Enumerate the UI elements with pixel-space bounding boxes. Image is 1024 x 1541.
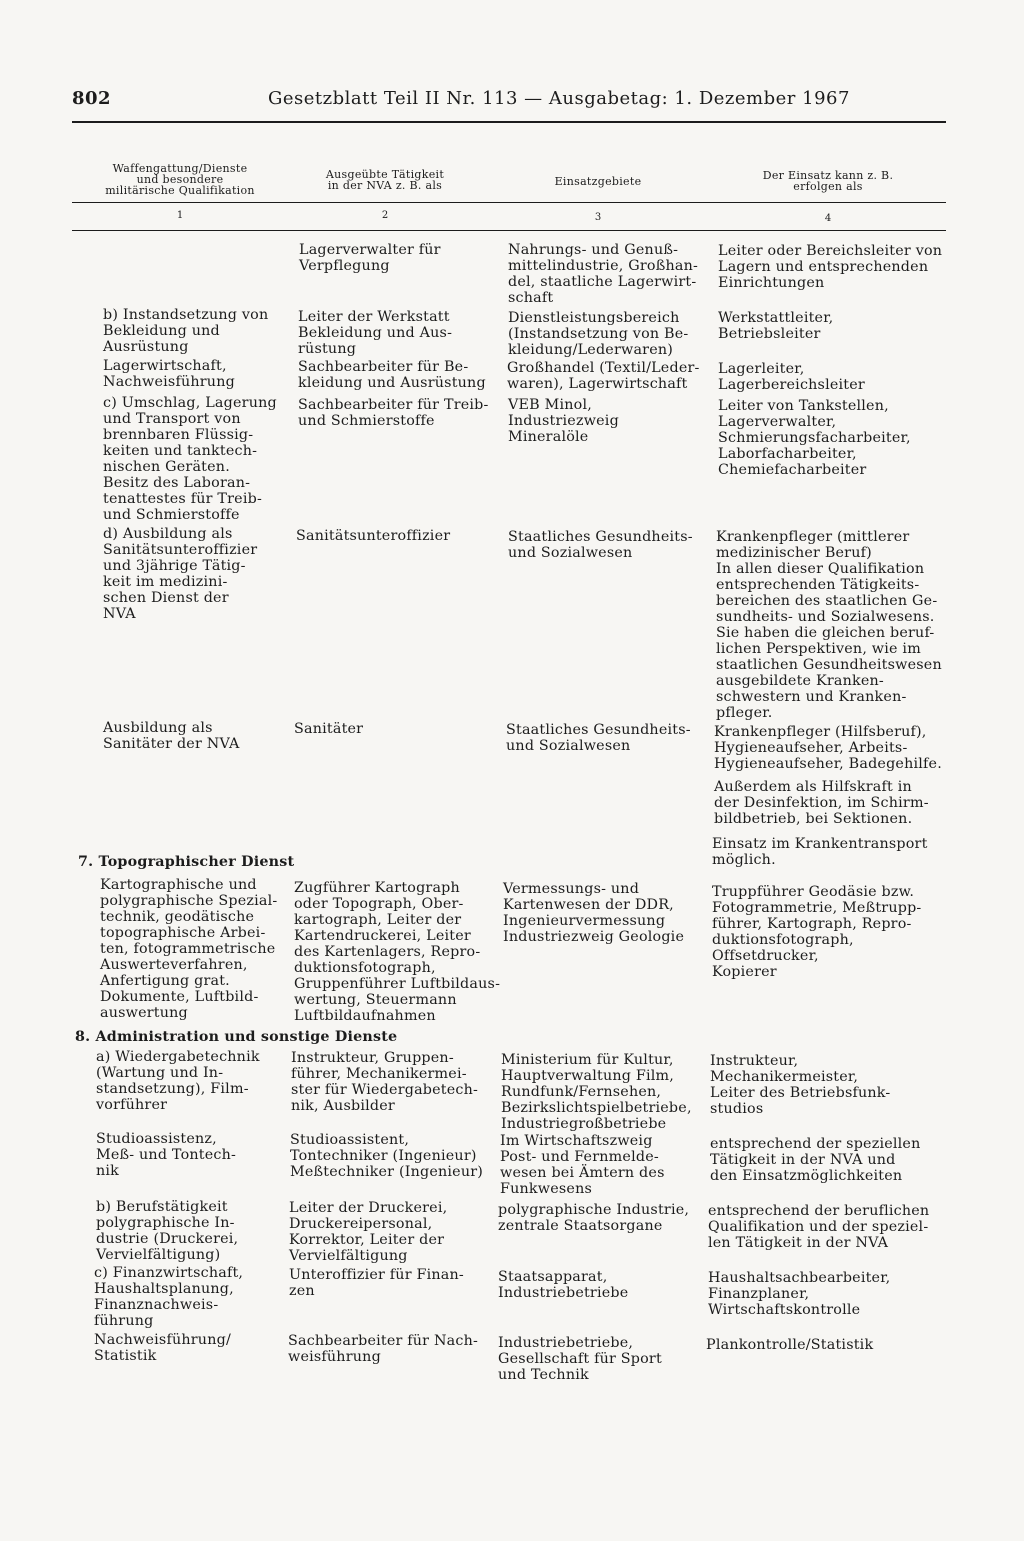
table-cell: c) Umschlag, Lagerung und Transport von brennbaren Flüssig- keiten und tanktech- nischen Geräten. Besitz des Laboran- tenattestes für Treib- und Schmierstoffe: [103, 395, 277, 523]
table-cell: Staatsapparat, Industriebetriebe: [498, 1269, 629, 1301]
header-rule: [72, 121, 946, 123]
col-number-2: 2: [381, 210, 389, 221]
table-cell: Zugführer Kartograph oder Topograph, Ober- kartograph, Leiter der Kartendruckerei, Leiter des Kartenlagers, Repro- duktionsfotograph, Gruppenführer Luftbildaus- wertung, Steuermann Luftbildaufnahmen: [294, 880, 501, 1024]
table-cell: Truppführer Geodäsie bzw. Fotogrammetrie, Meßtrupp- führer, Kartograph, Repro- duktionsfotograph, Offsetdrucker, Kopierer: [712, 884, 922, 980]
table-cell: Instrukteur, Gruppen- führer, Mechanikermei- ster für Wiedergabetech- nik, Ausbilder: [291, 1050, 479, 1114]
col-number-4: 4: [824, 213, 832, 224]
col-header-4: Der Einsatz kann z. B. erfolgen als: [762, 169, 894, 193]
table-cell: Kartographische und polygraphische Spezial- technik, geodätische topographische Arbei- ten, fotogrammetrische Auswerteverfahren, Anfertigung grat. Dokumente, Luftbild- auswertung: [100, 877, 278, 1021]
table-cell: Sachbearbeiter für Nach- weisführung: [288, 1333, 479, 1365]
table-cell: Plankontrolle/Statistik: [706, 1337, 874, 1353]
col-header-1: Waffengattung/Dienste und besondere militärische Qualifikation: [105, 162, 255, 197]
table-cell: Nahrungs- und Genuß- mittelindustrie, Großhan- del, staatliche Lagerwirt- schaft: [508, 242, 699, 306]
table-cell: Staatliches Gesundheits- und Sozialwesen: [508, 529, 693, 561]
table-body-divider: [72, 230, 946, 231]
table-cell: Sanitätsunteroffizier: [296, 528, 451, 544]
table-cell: d) Ausbildung als Sanitätsunteroffizier und 3jährige Tätig- keit im medizini- schen Dienst der NVA: [103, 526, 258, 622]
table-cell: entsprechend der speziellen Tätigkeit in der NVA und den Einsatzmöglichkeiten: [710, 1136, 921, 1184]
col-number-3: 3: [594, 212, 602, 223]
table-cell: Einsatz im Krankentransport möglich.: [712, 836, 928, 868]
table-cell: Dienstleistungsbereich (Instandsetzung von Be- kleidung/Lederwaren): [508, 310, 689, 358]
col-number-1: 1: [176, 210, 184, 221]
table-cell: Industriebetriebe, Gesellschaft für Sport und Technik: [498, 1335, 662, 1383]
table-cell: Werkstattleiter, Betriebsleiter: [718, 310, 834, 342]
table-cell: Leiter von Tankstellen, Lagerverwalter, Schmierungsfacharbeiter, Laborfacharbeiter, Chemiefacharbeiter: [718, 398, 911, 478]
table-cell: Nachweisführung/ Statistik: [94, 1332, 231, 1364]
table-cell: Haushaltsachbearbeiter, Finanzplaner, Wirtschaftskontrolle: [708, 1270, 891, 1318]
table-cell: Lagerleiter, Lagerbereichsleiter: [718, 361, 865, 393]
table-cell: entsprechend der beruflichen Qualifikation und der speziel- len Tätigkeit in der NVA: [708, 1203, 930, 1251]
table-cell: Krankenpfleger (Hilfsberuf), Hygieneaufseher, Arbeits- Hygieneaufseher, Badegehilfe.: [714, 724, 942, 772]
table-cell: Vermessungs- und Kartenwesen der DDR, Ingenieurvermessung Industriezweig Geologie: [503, 881, 685, 945]
table-cell: Lagerwirtschaft, Nachweisführung: [103, 358, 235, 390]
table-cell: Instrukteur, Mechanikermeister, Leiter des Betriebsfunk- studios: [710, 1053, 891, 1117]
table-cell: b) Berufstätigkeit polygraphische In- dustrie (Druckerei, Vervielfältigung): [96, 1199, 239, 1263]
table-cell: Leiter der Werkstatt Bekleidung und Aus- rüstung: [298, 309, 453, 357]
table-cell: c) Finanzwirtschaft, Haushaltsplanung, Finanznachweis- führung: [94, 1265, 244, 1329]
page-title: Gesetzblatt Teil II Nr. 113 — Ausgabetag: 1. Dezember 1967: [268, 88, 850, 109]
page-number: 802: [72, 88, 112, 109]
table-cell: Sachbearbeiter für Treib- und Schmierstoffe: [298, 397, 489, 429]
section-heading: 8. Administration und sonstige Dienste: [75, 1029, 398, 1045]
table-cell: VEB Minol, Industriezweig Mineralöle: [508, 397, 619, 445]
table-cell: Sachbearbeiter für Be- kleidung und Ausrüstung: [298, 359, 486, 391]
table-cell: Studioassistent, Tontechniker (Ingenieur) Meßtechniker (Ingenieur): [290, 1132, 484, 1180]
table-cell: Sanitäter: [294, 721, 364, 737]
col-header-3: Einsatzgebiete: [554, 175, 642, 188]
col-header-2: Ausgeübte Tätigkeit in der NVA z. B. als: [325, 168, 445, 192]
table-cell: Leiter der Druckerei, Druckereipersonal, Korrektor, Leiter der Vervielfältigung: [289, 1200, 448, 1264]
table-cell: polygraphische Industrie, zentrale Staatsorgane: [498, 1202, 690, 1234]
table-cell: Lagerverwalter für Verpflegung: [299, 242, 441, 274]
table-cell: Ministerium für Kultur, Hauptverwaltung Film, Rundfunk/Fernsehen, Bezirkslichtspielbetriebe, Industriegroßbetriebe: [501, 1052, 692, 1132]
table-cell: Außerdem als Hilfskraft in der Desinfektion, im Schirm- bildbetrieb, bei Sektionen.: [714, 779, 929, 827]
table-cell: Unteroffizier für Finan- zen: [289, 1267, 464, 1299]
table-cell: b) Instandsetzung von Bekleidung und Ausrüstung: [103, 307, 269, 355]
table-cell: Im Wirtschaftszweig Post- und Fernmelde- wesen bei Ämtern des Funkwesens: [500, 1133, 665, 1197]
table-cell: Krankenpfleger (mittlerer medizinischer Beruf) In allen dieser Qualifikation entsprechenden Tätigkeits- bereichen des staatlichen Ge- sundheits- und Sozialwesens. Sie haben die gleichen beruf- lichen Perspektiven, wie im staatlichen Gesundheitswesen ausgebildete Kranken- schwestern und Kranken- pfleger.: [716, 529, 942, 721]
table-cell: Ausbildung als Sanitäter der NVA: [103, 720, 240, 752]
table-cell: Studioassistenz, Meß- und Tontech- nik: [96, 1131, 237, 1179]
header-divider: [72, 202, 946, 203]
section-heading: 7. Topographischer Dienst: [78, 854, 295, 870]
table-cell: Staatliches Gesundheits- und Sozialwesen: [506, 722, 691, 754]
table-cell: Leiter oder Bereichsleiter von Lagern und entsprechenden Einrichtungen: [718, 243, 943, 291]
table-cell: Großhandel (Textil/Leder- waren), Lagerwirtschaft: [507, 360, 700, 392]
table-cell: a) Wiedergabetechnik (Wartung und In- standsetzung), Film- vorführer: [96, 1049, 260, 1113]
